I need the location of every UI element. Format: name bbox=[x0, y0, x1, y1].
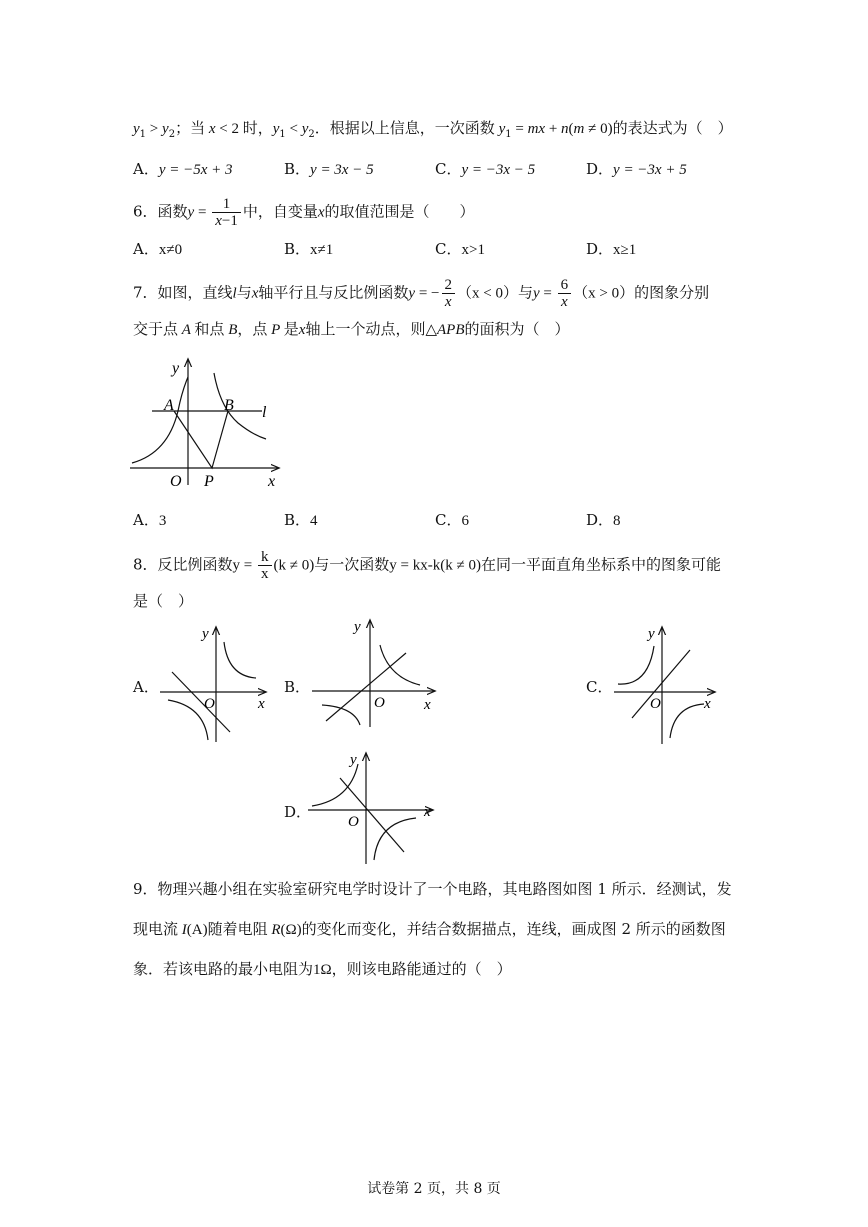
q9-stem-line1: 9．物理兴趣小组在实验室研究电学时设计了一个电路，其电路图如图 1 所示．经测试，发 bbox=[133, 880, 732, 898]
q5-option-d[interactable]: D．y = −3x + 5 bbox=[586, 160, 687, 178]
q8-option-c[interactable]: C． bbox=[586, 678, 613, 696]
q8-option-b[interactable]: B． bbox=[284, 678, 311, 696]
svg-text:O: O bbox=[348, 814, 359, 830]
svg-text:y: y bbox=[202, 626, 209, 642]
q8-option-a[interactable]: A． bbox=[133, 678, 159, 696]
q8-graph-a bbox=[150, 620, 275, 745]
q5-stem-line: $y_1 > y_2$；当 x < 2 时，$y_1 < y_2$．根据以上信息，一次函数 $y_1$ = mx + n(m ≠ 0)的表达式为（ ） bbox=[133, 119, 733, 140]
svg-text:O: O bbox=[374, 695, 385, 711]
svg-text:x: x bbox=[258, 696, 265, 712]
curve-right bbox=[214, 373, 266, 439]
q7-option-d[interactable]: D．8 bbox=[586, 511, 621, 529]
svg-text:y: y bbox=[350, 752, 357, 768]
q6-stem: 6．函数y = $\frac{1}{x-1}$ 中，自变量x的取值范围是（ ） bbox=[133, 196, 475, 229]
svg-text:x: x bbox=[424, 804, 431, 820]
q8-graph-d bbox=[304, 748, 439, 868]
q5-option-b[interactable]: B．y = 3x − 5 bbox=[284, 160, 374, 178]
svg-text:x: x bbox=[704, 696, 711, 712]
q7-stem-line2: 交于点 A 和点 B，点 P 是x轴上一个动点，则△APB的面积为（ ） bbox=[133, 320, 570, 338]
q7-option-c[interactable]: C．6 bbox=[435, 511, 469, 529]
svg-text:y: y bbox=[648, 626, 655, 642]
q7-option-a[interactable]: A．3 bbox=[133, 511, 167, 529]
label-y: y bbox=[172, 360, 180, 377]
svg-text:O: O bbox=[650, 696, 661, 712]
svg-text:x: x bbox=[424, 697, 431, 713]
q9-stem-line2: 现电流 I(A)随着电阻 R(Ω)的变化而变化，并结合数据描点，连线，画成图 2 所示的函数图 bbox=[133, 920, 726, 938]
q8-stem-line1: 8．反比例函数y = $\frac{k}{x}$ (k ≠ 0)与一次函数y = kx-k(k ≠ 0)在同一平面直角坐标系中的图象可能 bbox=[133, 549, 721, 582]
label-x: x bbox=[268, 473, 276, 490]
label-a: A bbox=[164, 397, 174, 414]
q5-option-a[interactable]: A．y = −5x + 3 bbox=[133, 160, 233, 178]
q8-option-d[interactable]: D． bbox=[284, 803, 312, 821]
q7-stem-line1: 7．如图，直线l与x轴平行且与反比例函数y = − $\frac{2}{x}$ （x < 0）与y = $\frac{6}{x}$ （x > 0）的图象分别 bbox=[133, 277, 710, 310]
q6-option-c[interactable]: C．x>1 bbox=[435, 240, 485, 258]
label-b: B bbox=[224, 397, 234, 414]
q8-stem-line2: 是（ ） bbox=[133, 592, 194, 610]
q7-figure bbox=[128, 355, 288, 490]
label-l: l bbox=[262, 404, 267, 421]
label-o: O bbox=[170, 473, 182, 490]
svg-text:y: y bbox=[354, 619, 361, 635]
q8-graph-b bbox=[308, 615, 443, 730]
triangle-apb bbox=[174, 411, 228, 468]
q5-option-c[interactable]: C．y = −3x − 5 bbox=[435, 160, 536, 178]
svg-text:O: O bbox=[204, 696, 215, 712]
label-p: P bbox=[204, 473, 214, 490]
q6-option-d[interactable]: D．x≥1 bbox=[586, 240, 637, 258]
q8-graph-c bbox=[604, 620, 724, 745]
q6-option-b[interactable]: B．x≠1 bbox=[284, 240, 334, 258]
q9-stem-line3: 象．若该电路的最小电阻为1Ω，则该电路能通过的（ ） bbox=[133, 960, 512, 978]
q7-option-b[interactable]: B．4 bbox=[284, 511, 318, 529]
page-footer: 试卷第 2 页，共 8 页 bbox=[367, 1181, 501, 1197]
q6-option-a[interactable]: A．x≠0 bbox=[133, 240, 183, 258]
